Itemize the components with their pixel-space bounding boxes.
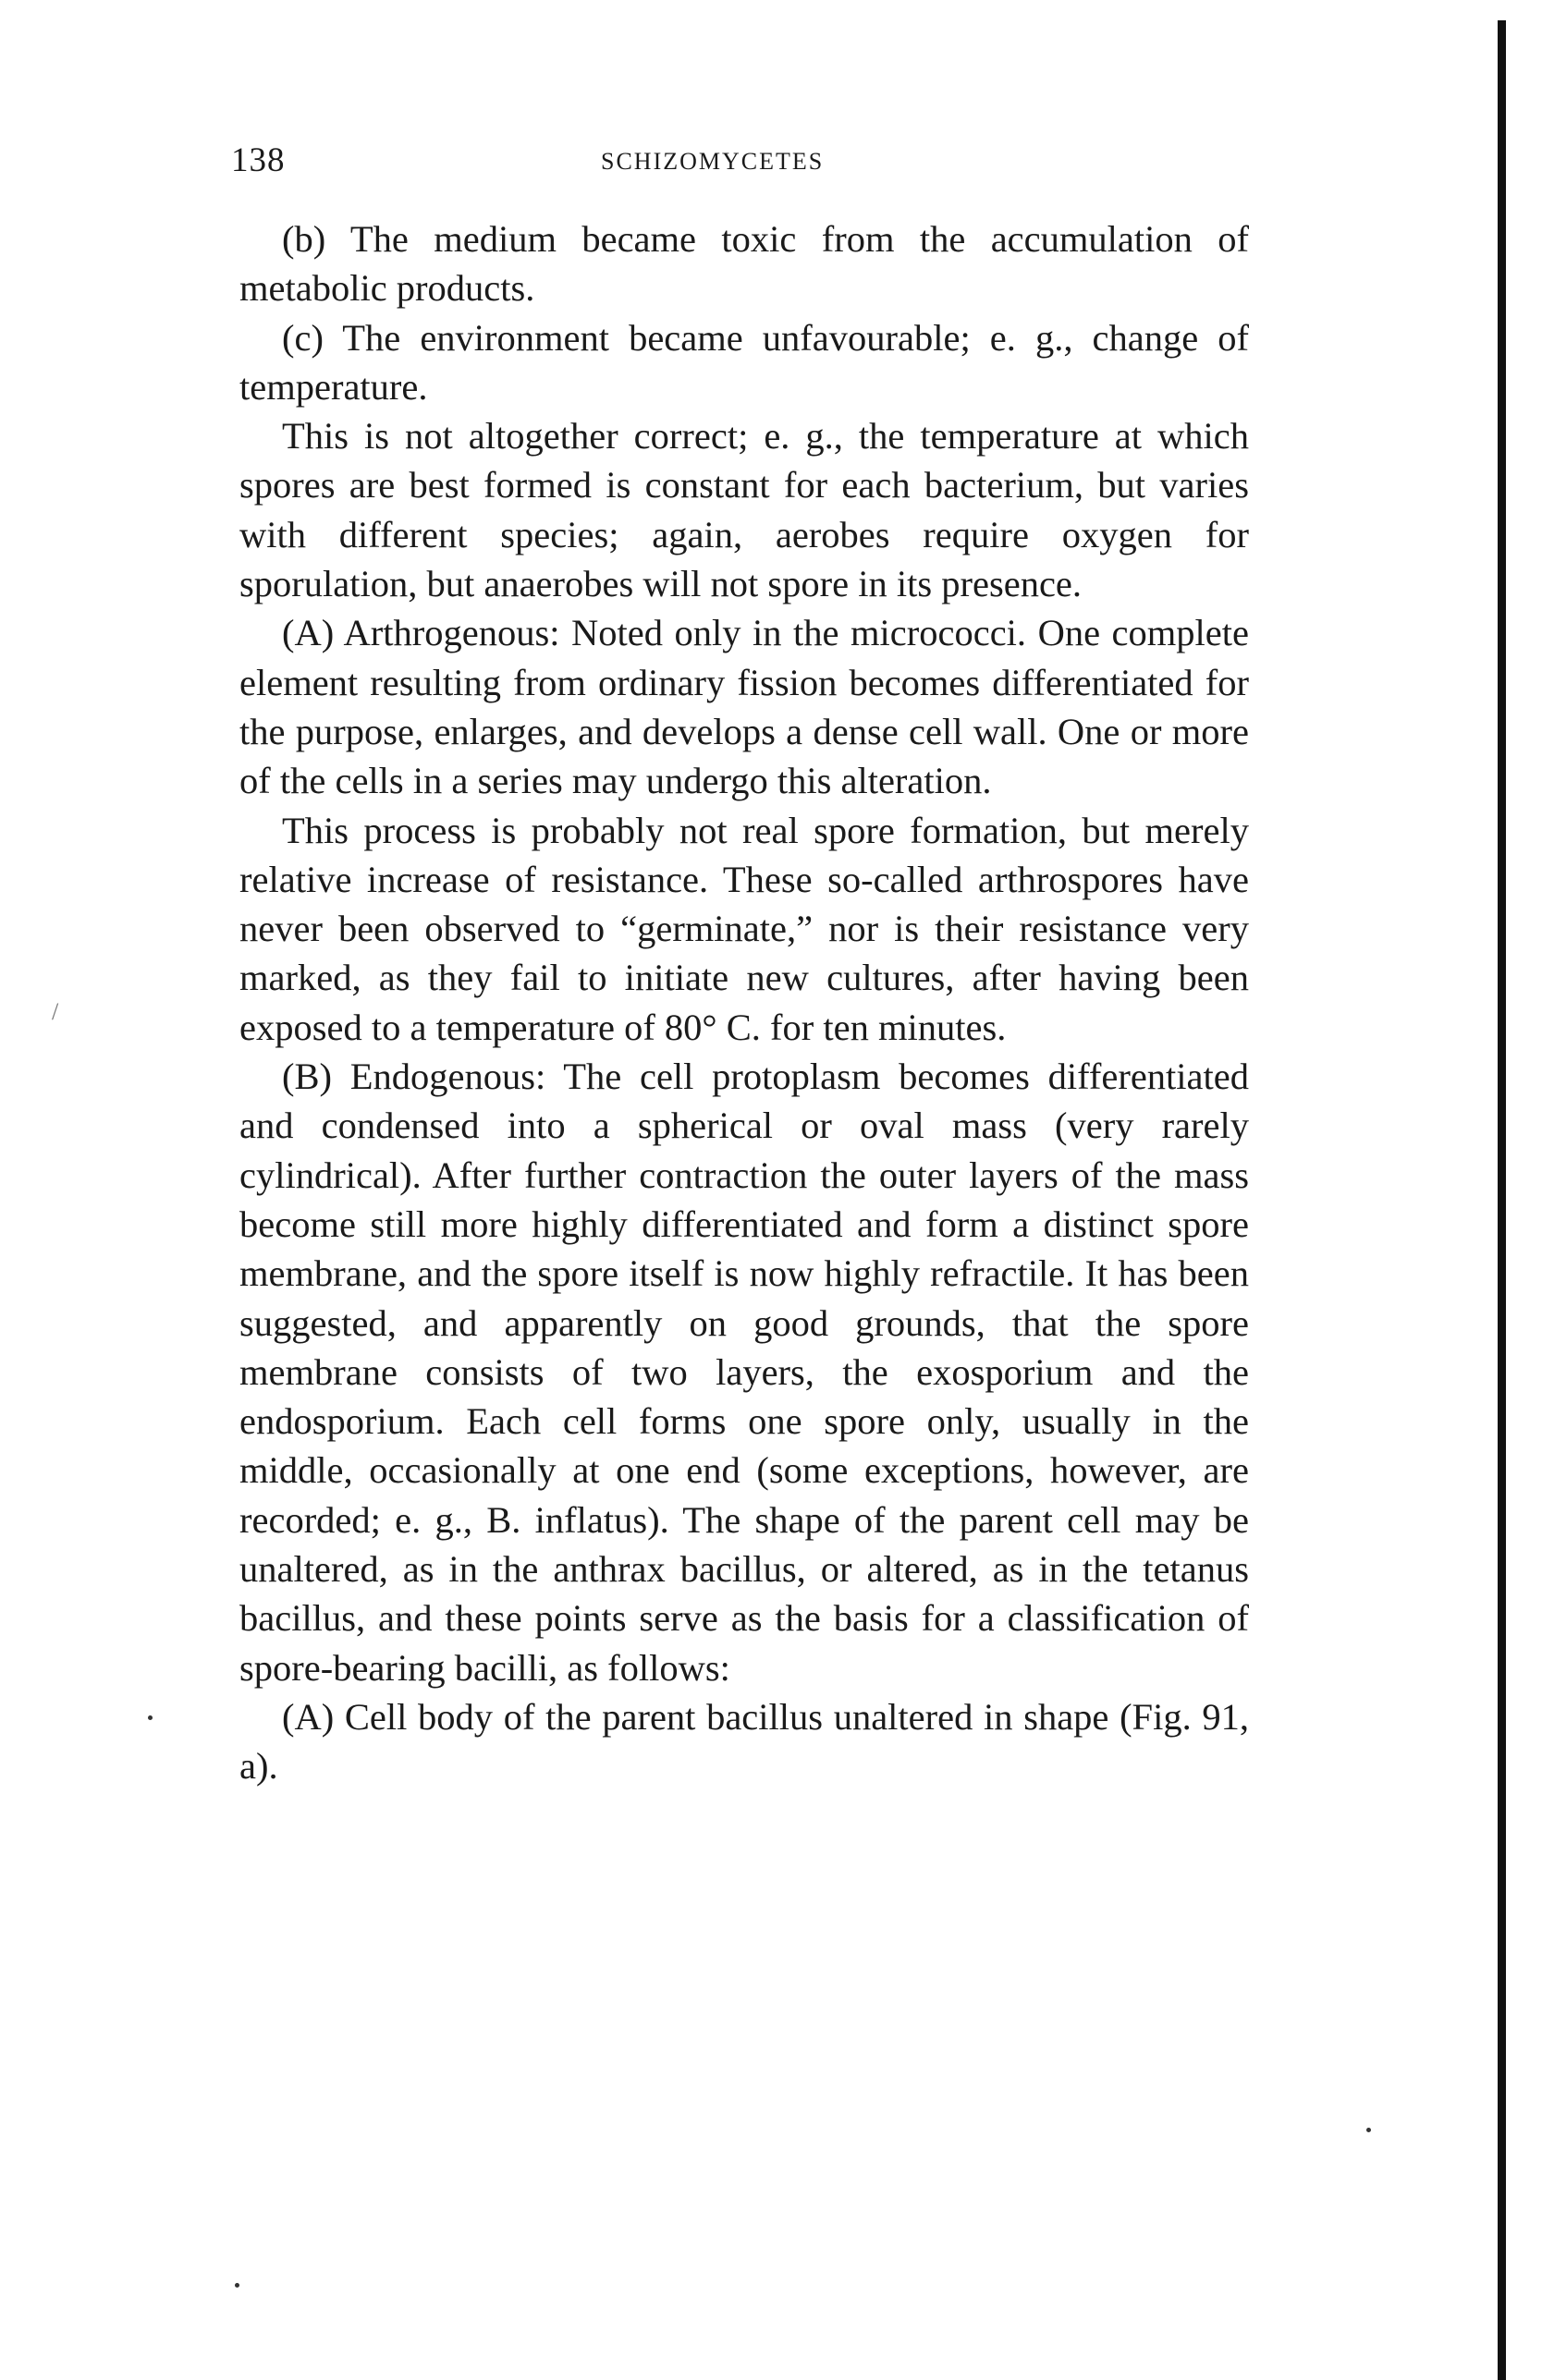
paragraph-b-medium-toxic: (b) The medium became toxic from the accumulation of metabolic products. [239,218,1249,310]
paragraph-endogenous: (B) Endogenous: The cell protoplasm becomes differentiated and condensed into a spherical or oval mass (very rarely cylindrical). After further contraction the outer layers of the mass become still more highly differentiated and form a distinct spore membrane, and the spore itself is now highly refractile. It has been suggested, and apparently on good grounds, that the spore membrane consists of two layers, the exosporium and the endosporium. Each cell forms one spore only, usually in the middle, occasionally at one end (some exceptions, however, are recorded; e. g., B. inflatus). The shape of the parent cell may be unaltered, as in the anthrax bacillus, or altered, as in the tetanus bacillus, and these points serve as the basis for a classification of spore-bearing bacilli, as follows: [239,1056,1249,1689]
paragraph-not-correct: This is not altogether correct; e. g., the temperature at which spores are best formed is constant for each bacterium, but varies with different species; again, aerobes require oxygen for sporulation, but anaerobes will not spore in its presence. [239,415,1249,605]
paragraph-arthrospores: This process is probably not real spore formation, but merely relative increase of resistance. These so-called arthrospores have never been observed to “germinate,” nor is their resistance very marked, as they fail to initiate new cultures, after having been exposed to a temperature of 80° C. for ten minutes. [239,809,1249,1048]
running-head: SCHIZOMYCETES [601,148,825,175]
page-number: 138 [231,141,286,179]
page-edge-shadow [1498,20,1506,2380]
page-header [231,140,1248,187]
body-text [239,214,1249,1791]
paragraph-arthrogenous: (A) Arthrogenous: Noted only in the micrococci. One complete element resulting from ordinary fission becomes differentiated for the purpose, enlarges, and develops a dense cell wall. One or more of the cells in a series may undergo this alteration. [239,612,1249,802]
margin-mark-left: / [52,998,59,1025]
margin-speck-2 [1366,2128,1371,2132]
margin-speck-3 [235,2283,239,2288]
paragraph-cell-body-unaltered: (A) Cell body of the parent bacillus unaltered in shape (Fig. 91, a). [239,1695,1249,1788]
paragraph-c-environment: (c) The environment became unfavourable; e. g., change of temperature. [239,316,1249,408]
margin-speck-1 [148,1715,153,1720]
